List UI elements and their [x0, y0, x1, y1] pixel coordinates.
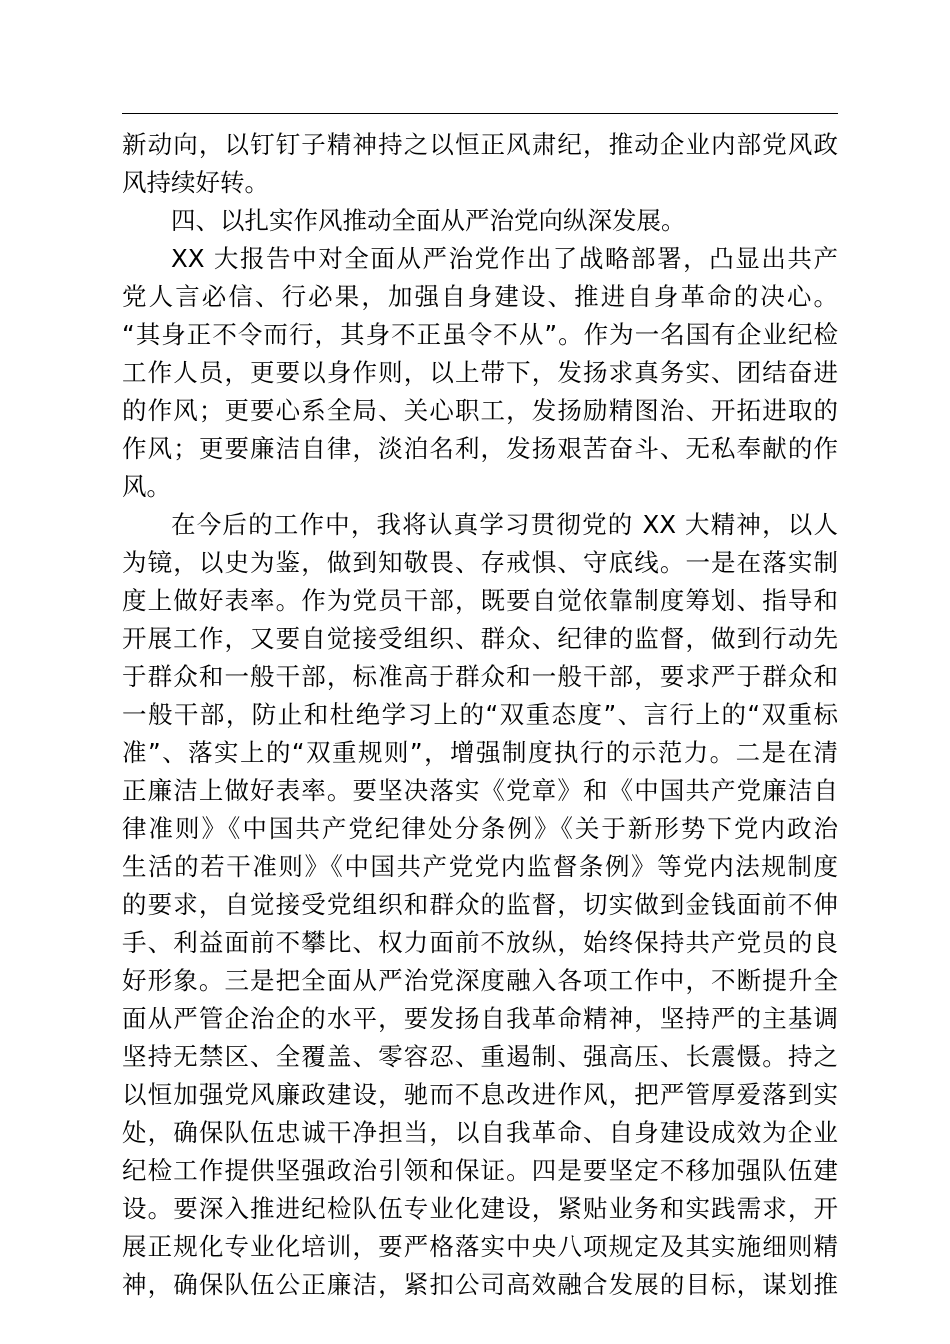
- text-line: 的作风；更要心系全局、关心职工，发扬励精图治、开拓进取的: [122, 396, 838, 425]
- text-line: 为镜，以史为鉴，做到知敬畏、存戒惧、守底线。一是在落实制: [122, 548, 838, 577]
- text-line: 新动向，以钉钉子精神持之以恒正风肃纪，推动企业内部党风政: [122, 130, 838, 159]
- text-line: 的要求，自觉接受党组织和群众的监督，切实做到金钱面前不伸: [122, 890, 838, 919]
- text-line: 于群众和一般干部，标准高于群众和一般干部，要求严于群众和: [122, 662, 838, 691]
- text-line: 四、以扎实作风推动全面从严治党向纵深发展。: [171, 206, 686, 235]
- text-line: 风。: [122, 472, 171, 501]
- text-line: XX 大报告中对全面从严治党作出了战略部署，凸显出共产: [171, 244, 838, 273]
- text-line: 度上做好表率。作为党员干部，既要自觉依靠制度筹划、指导和: [122, 586, 838, 615]
- text-line: 手、利益面前不攀比、权力面前不放纵，始终保持共产党员的良: [122, 928, 838, 957]
- text-line: 开展工作，又要自觉接受组织、群众、纪律的监督，做到行动先: [122, 624, 838, 653]
- text-line: 神，确保队伍公正廉洁，紧扣公司高效融合发展的目标，谋划推: [122, 1270, 838, 1299]
- text-line: 正廉洁上做好表率。要坚决落实《党章》和《中国共产党廉洁自: [122, 776, 838, 805]
- text-line: 纪检工作提供坚强政治引领和保证。四是要坚定不移加强队伍建: [122, 1156, 838, 1185]
- text-line: 一般干部，防止和杜绝学习上的“双重态度”、言行上的“双重标: [122, 700, 838, 729]
- text-line: 风持续好转。: [122, 168, 269, 197]
- text-line: 作风；更要廉洁自律，淡泊名利，发扬艰苦奋斗、无私奉献的作: [122, 434, 838, 463]
- text-line: 面从严管企治企的水平，要发扬自我革命精神，坚持严的主基调: [122, 1004, 838, 1033]
- text-line: “其身正不令而行，其身不正虽令不从”。作为一名国有企业纪检: [122, 320, 838, 349]
- document-body: [122, 126, 838, 1304]
- text-line: 党人言必信、行必果，加强自身建设、推进自身革命的决心。: [122, 282, 838, 311]
- text-line: 在今后的工作中，我将认真学习贯彻党的 XX 大精神，以人: [171, 510, 838, 539]
- text-line: 律准则》《中国共产党纪律处分条例》《关于新形势下党内政治: [122, 814, 838, 843]
- text-line: 准”、落实上的“双重规则”，增强制度执行的示范力。二是在清: [122, 738, 838, 767]
- text-line: 以恒加强党风廉政建设，驰而不息改进作风，把严管厚爱落到实: [122, 1080, 838, 1109]
- text-line: 展正规化专业化培训，要严格落实中央八项规定及其实施细则精: [122, 1232, 838, 1261]
- text-line: 好形象。三是把全面从严治党深度融入各项工作中，不断提升全: [122, 966, 838, 995]
- text-line: 坚持无禁区、全覆盖、零容忍、重遏制、强高压、长震慑。持之: [122, 1042, 838, 1071]
- text-line: 工作人员，更要以身作则，以上带下，发扬求真务实、团结奋进: [122, 358, 838, 387]
- text-line: 处，确保队伍忠诚干净担当，以自我革命、自身建设成效为企业: [122, 1118, 838, 1147]
- header-rule: [122, 113, 838, 114]
- text-line: 生活的若干准则》《中国共产党党内监督条例》等党内法规制度: [122, 852, 838, 881]
- text-line: 设。要深入推进纪检队伍专业化建设，紧贴业务和实践需求，开: [122, 1194, 838, 1223]
